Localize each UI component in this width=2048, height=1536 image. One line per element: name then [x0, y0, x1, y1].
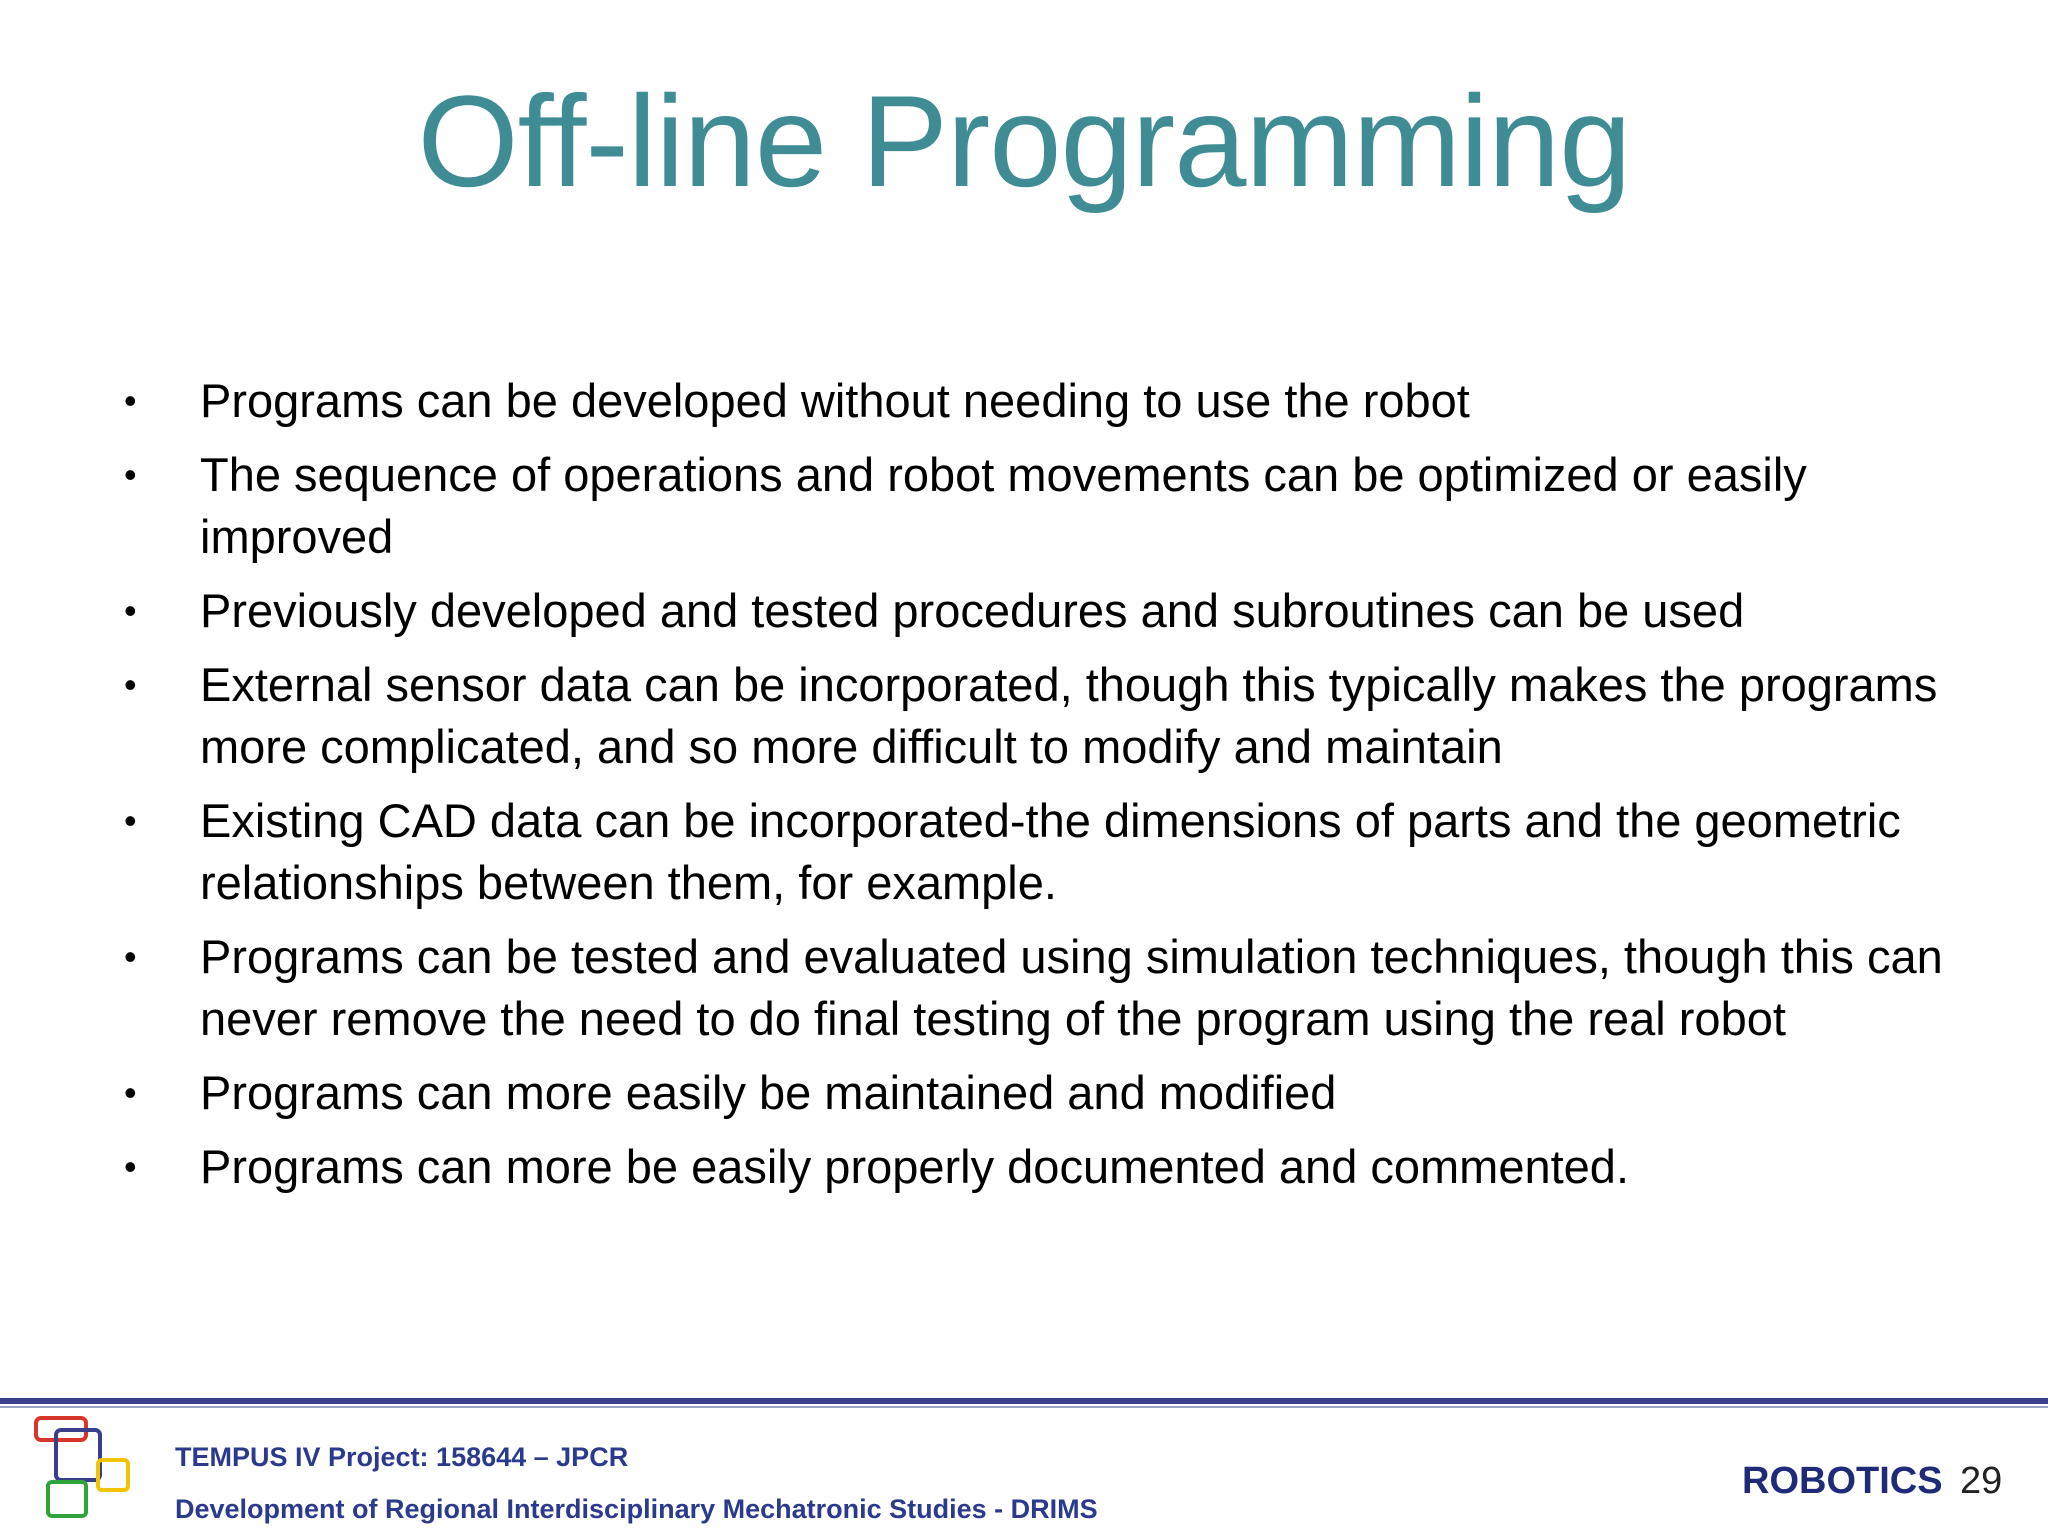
slide-title: Off-line Programming: [417, 68, 1631, 214]
bullet-icon: •: [124, 380, 137, 421]
bullet-text: External sensor data can be incorporated, though this typically makes the programs more complicated, and so more difficult to modify and maintain: [200, 658, 1938, 773]
bullet-item: [124, 370, 1944, 432]
footer-divider: [0, 1398, 2048, 1404]
bullet-text: Programs can be developed without needing to use the robot: [200, 374, 1470, 427]
footer-program-line: Development of Regional Interdisciplinary Mechatronic Studies - DRIMS: [175, 1494, 1098, 1524]
bullet-text: Programs can more easily be maintained and modified: [200, 1066, 1337, 1119]
bullet-item: [124, 1136, 1944, 1198]
bullet-item: [124, 444, 1944, 568]
bullet-icon: •: [124, 664, 137, 705]
bullet-icon: •: [124, 1072, 137, 1113]
page-number: 29: [1960, 1460, 2003, 1502]
drims-logo-icon: [30, 1412, 140, 1522]
bullet-text: Programs can more be easily properly documented and commented.: [200, 1140, 1630, 1193]
bullet-item: [124, 926, 1944, 1050]
bullet-icon: •: [124, 454, 137, 495]
bullet-text: Existing CAD data can be incorporated-the dimensions of parts and the geometric relationships between them, for example.: [200, 794, 1901, 909]
bullet-icon: •: [124, 800, 137, 841]
bullet-item: [124, 790, 1944, 914]
bullet-item: [124, 580, 1944, 642]
bullet-icon: •: [124, 936, 137, 977]
bullet-text: Programs can be tested and evaluated using simulation techniques, though this can never remove the need to do final testing of the program using the real robot: [200, 930, 1943, 1045]
bullet-icon: •: [124, 590, 137, 631]
bullet-text: Previously developed and tested procedures and subroutines can be used: [200, 584, 1745, 637]
bullet-item: [124, 654, 1944, 778]
footer-course-label: ROBOTICS: [1742, 1460, 1943, 1502]
bullet-icon: •: [124, 1146, 137, 1187]
bullet-item: [124, 1062, 1944, 1124]
footer-divider-thin: [0, 1406, 2048, 1408]
footer-project-line: TEMPUS IV Project: 158644 – JPCR: [175, 1442, 629, 1472]
bullet-text: The sequence of operations and robot movements can be optimized or easily improved: [200, 448, 1807, 563]
bullet-list: [124, 370, 1944, 1210]
